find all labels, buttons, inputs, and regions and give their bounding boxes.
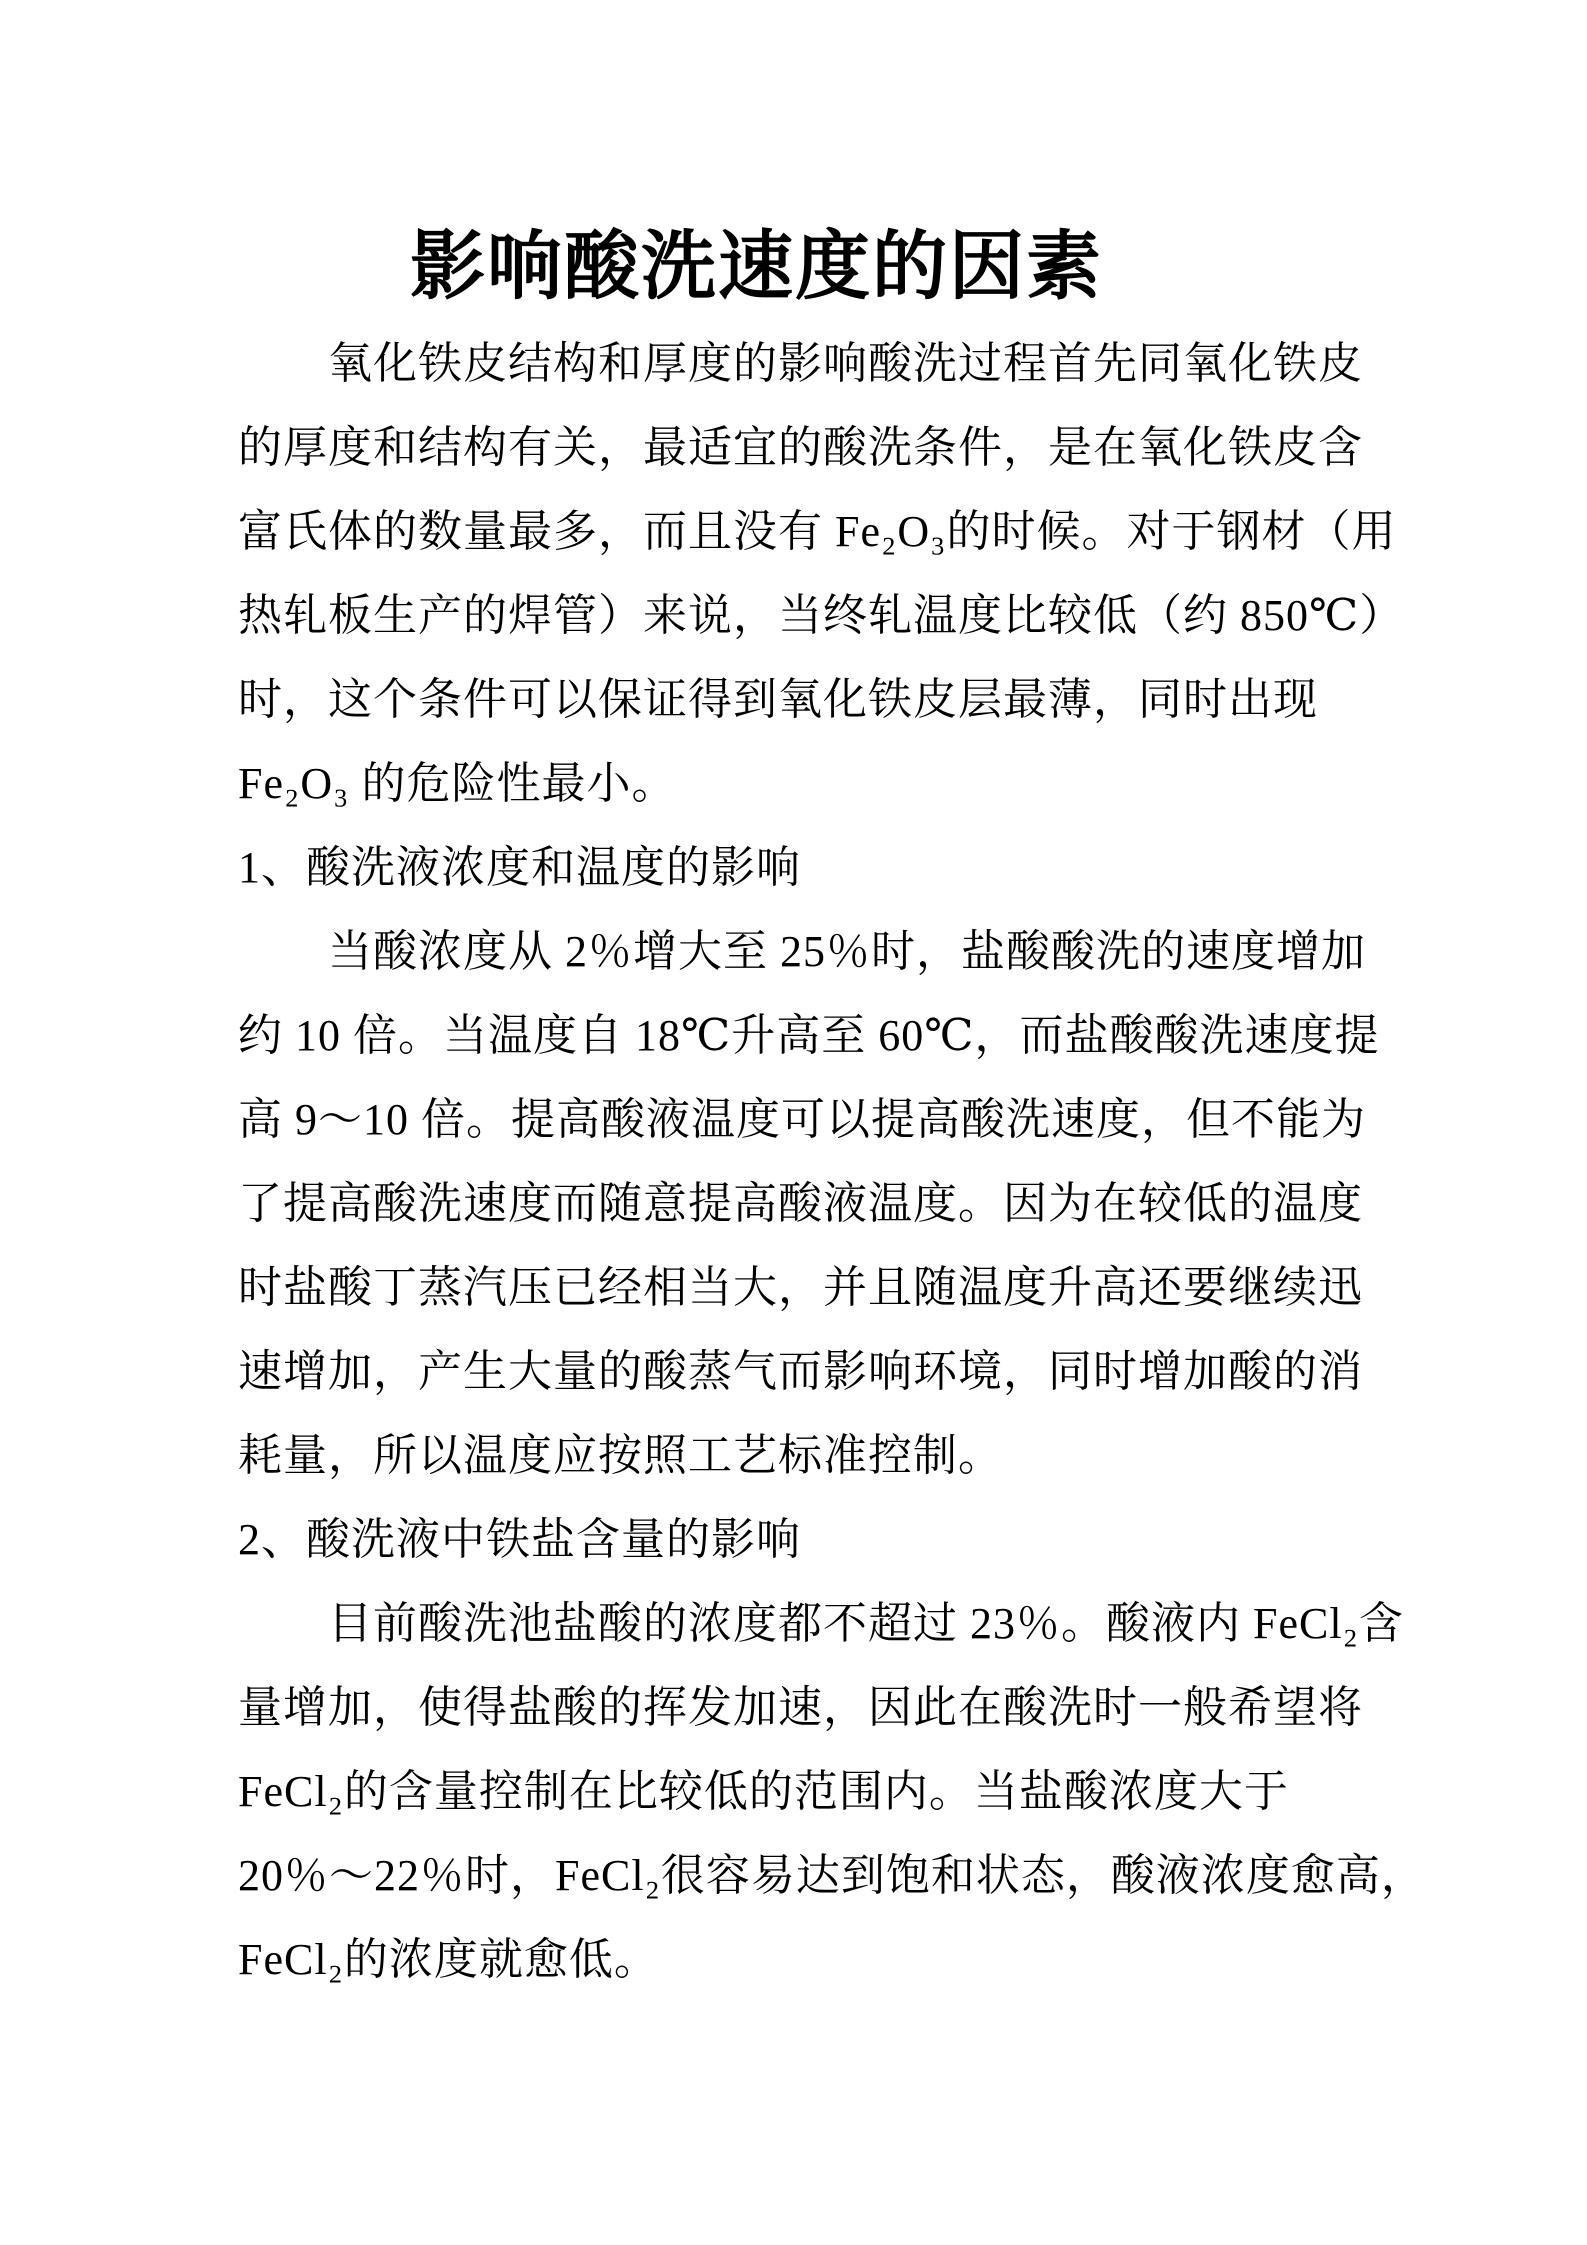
text-line: 时盐酸丁蒸汽压已经相当大，并且随温度升高还要继续迅 xyxy=(238,1263,1363,1312)
document-body xyxy=(238,322,1448,2002)
text-line: 量增加，使得盐酸的挥发加速，因此在酸洗时一般希望将 xyxy=(238,1683,1363,1732)
section-heading-2: 2、酸洗液中铁盐含量的影响 xyxy=(238,1515,801,1564)
text-line: 高 9～10 倍。提高酸液温度可以提高酸洗速度，但不能为 xyxy=(238,1095,1366,1144)
text-line: 的厚度和结构有关，最适宜的酸洗条件，是在氧化铁皮含 xyxy=(238,423,1363,472)
text-line: 时，这个条件可以保证得到氧化铁皮层最薄，同时出现 xyxy=(238,675,1318,724)
text-line: Fe₂O₃ 的危险性最小。 xyxy=(238,759,677,808)
text-line: 速增加，产生大量的酸蒸气而影响环境，同时增加酸的消 xyxy=(238,1347,1363,1396)
text-line: 富氏体的数量最多，而且没有 Fe₂O₃的时候。对于钢材（用 xyxy=(238,507,1397,556)
text-line: 耗量，所以温度应按照工艺标准控制。 xyxy=(238,1431,1003,1480)
document-title: 影响酸洗速度的因素 xyxy=(409,226,1103,309)
text-line: 了提高酸洗速度而随意提高酸液温度。因为在较低的温度 xyxy=(238,1179,1363,1228)
text-line: FeCl₂的含量控制在比较低的范围内。当盐酸浓度大于 xyxy=(238,1767,1289,1816)
text-line: 热轧板生产的焊管）来说，当终轧温度比较低（约 850℃） xyxy=(238,591,1405,640)
text-line: 20％～22％时，FeCl₂很容易达到饱和状态，酸液浓度愈高， xyxy=(238,1851,1426,1900)
text-line: FeCl₂的浓度就愈低。 xyxy=(238,1935,659,1984)
text-line: 氧化铁皮结构和厚度的影响酸洗过程首先同氧化铁皮 xyxy=(328,339,1363,388)
text-line: 目前酸洗池盐酸的浓度都不超过 23％。酸液内 FeCl₂含 xyxy=(328,1599,1404,1648)
text-line: 当酸浓度从 2％增大至 25％时，盐酸酸洗的速度增加 xyxy=(328,927,1366,976)
section-heading-1: 1、酸洗液浓度和温度的影响 xyxy=(238,843,801,892)
text-line: 约 10 倍。当温度自 18℃升高至 60℃，而盐酸酸洗速度提 xyxy=(238,1011,1380,1060)
